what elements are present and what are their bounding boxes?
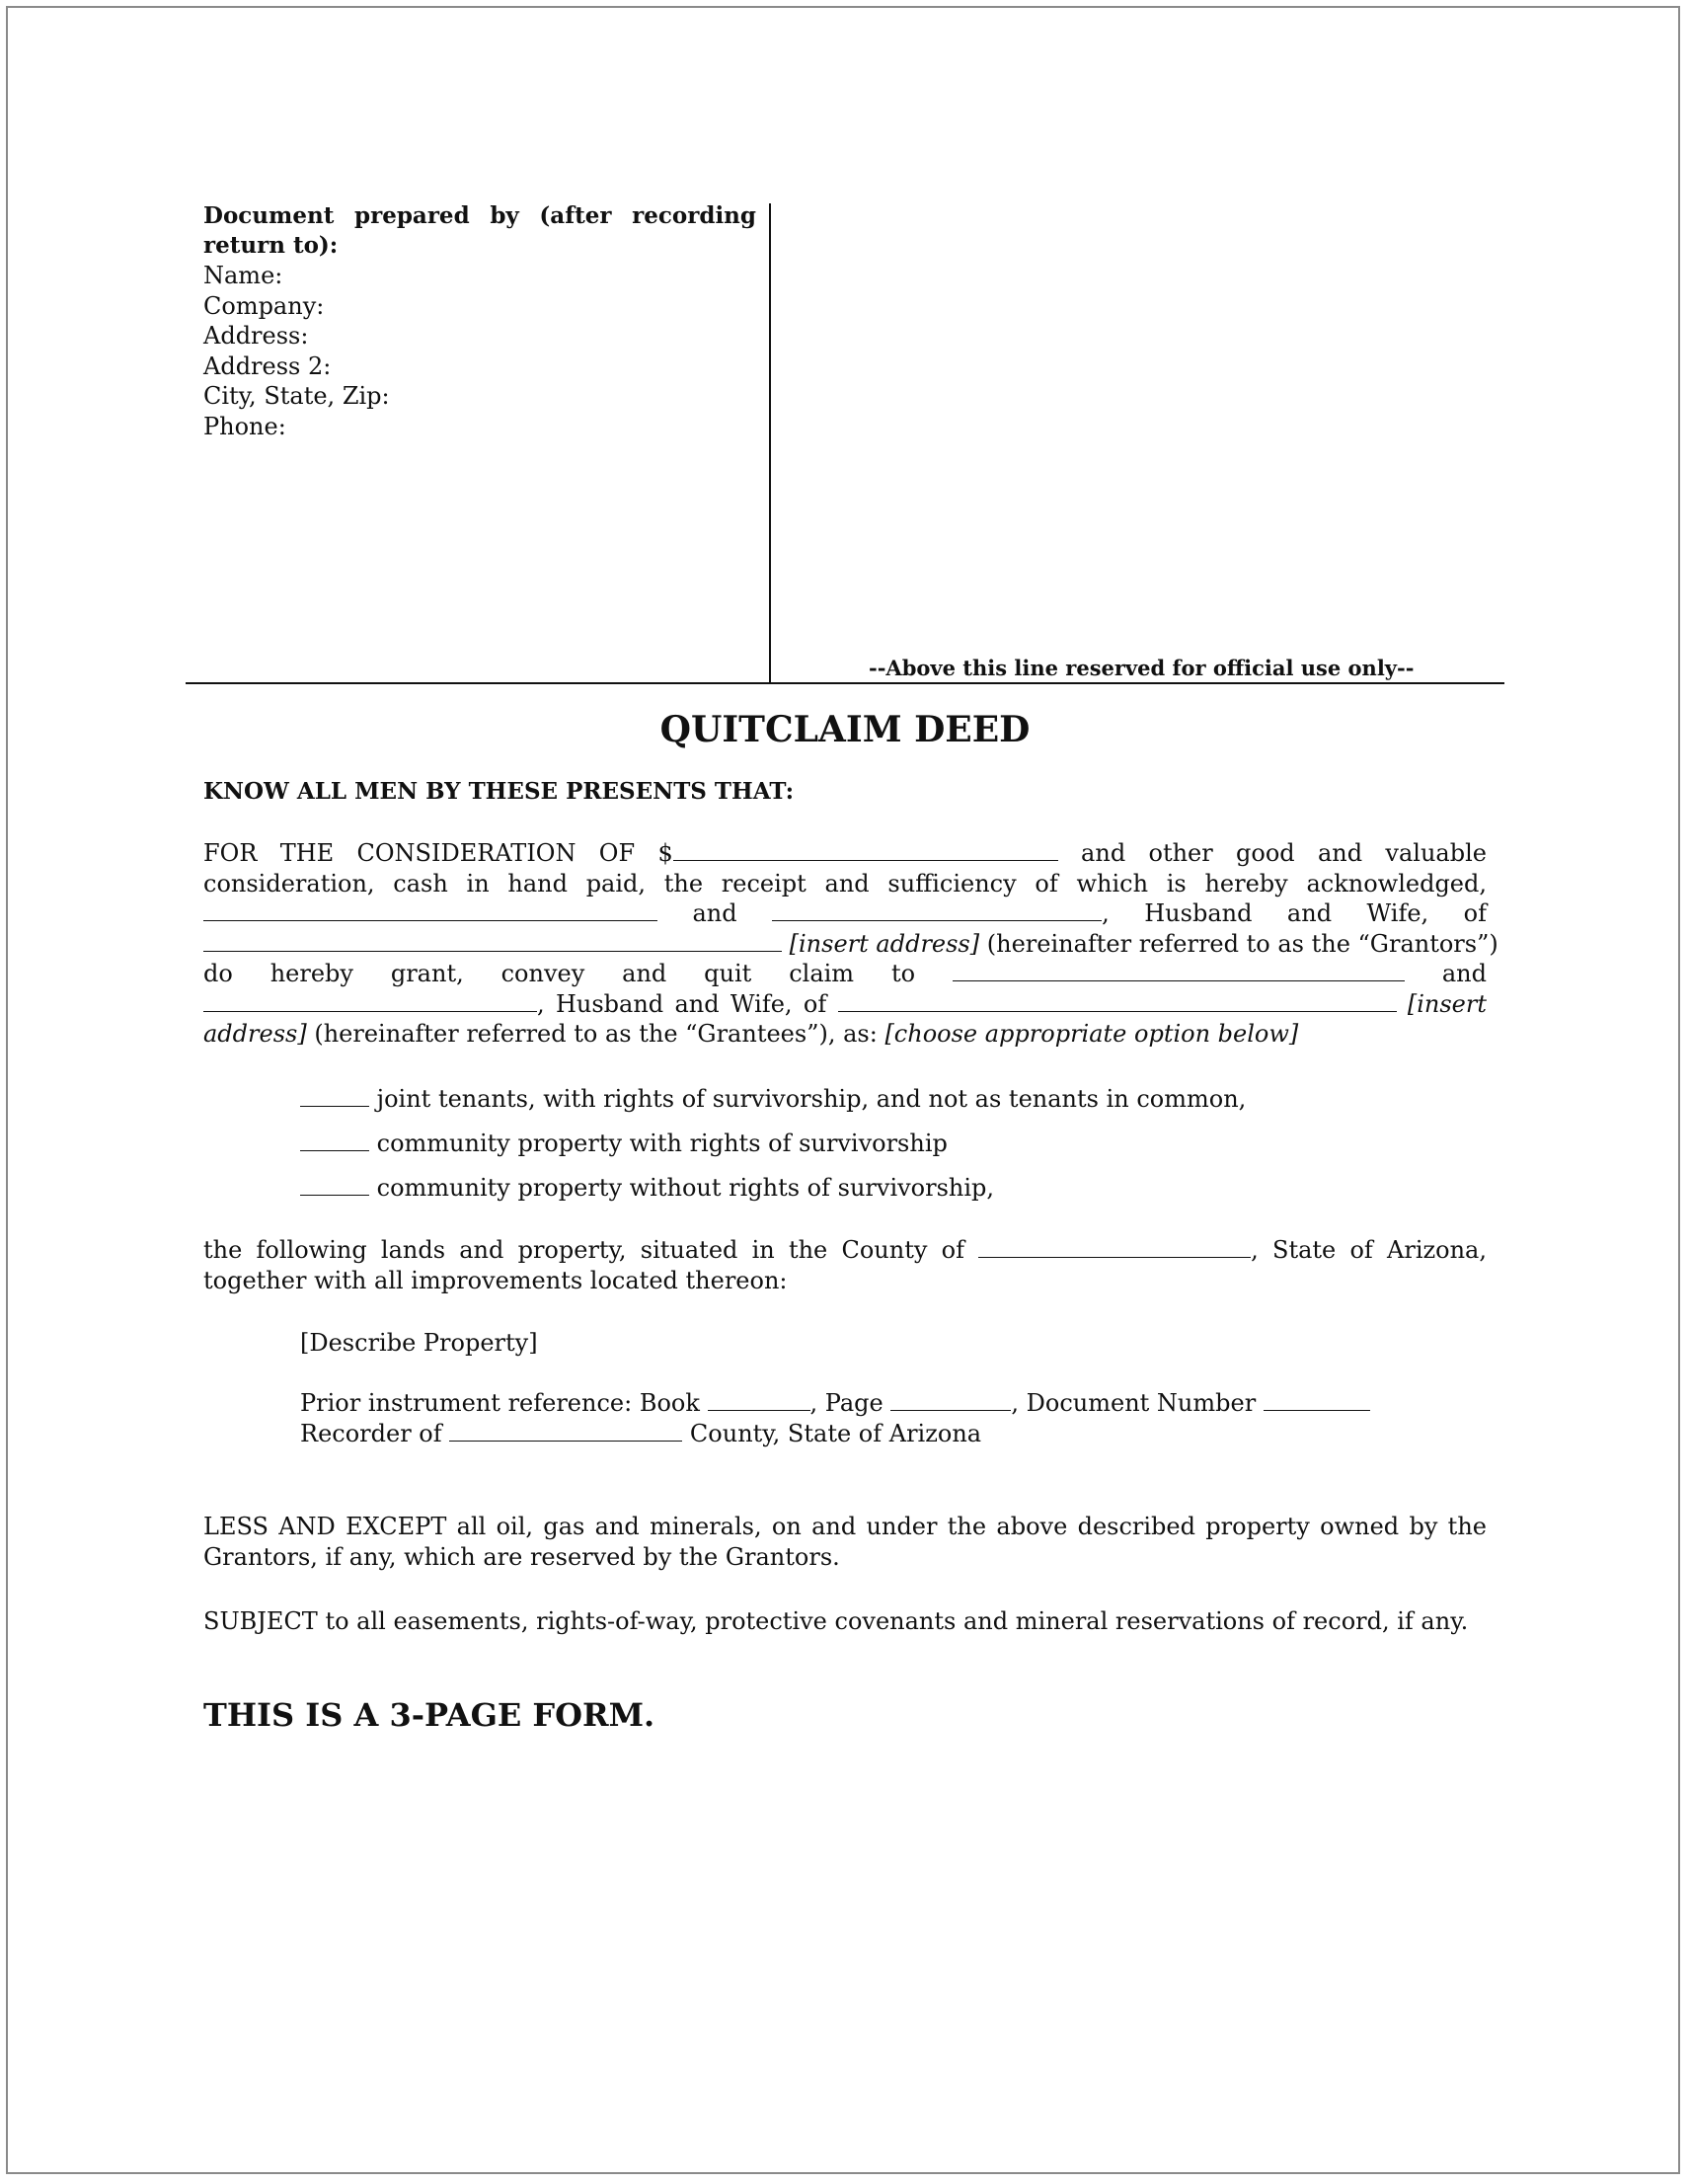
prepared-by-heading-cont: return to): <box>203 232 339 259</box>
city-state-zip-field-label: City, State, Zip: <box>203 382 390 410</box>
consideration-line-5: do hereby grant, convey and quit claim to and <box>203 960 1487 987</box>
subject-line: SUBJECT to all easements, rights-of-way, protective covenants and mineral reservations of record, if any. <box>203 1607 1469 1635</box>
company-field-label: Company: <box>203 291 325 320</box>
document-number-blank[interactable] <box>1264 1388 1370 1411</box>
consideration-line-7: address] (hereinafter referred to as the “Grantees”), as: [choose appropriate option below] <box>203 1020 1299 1048</box>
option-community-with-survivorship: community property with rights of survivorship <box>300 1129 948 1157</box>
option-community-without-survivorship: community property without rights of survivorship, <box>300 1173 994 1202</box>
page-blank[interactable] <box>890 1388 1011 1411</box>
intro-heading: KNOW ALL MEN BY THESE PRESENTS THAT: <box>203 778 795 805</box>
less-except-line-1: LESS AND EXCEPT all oil, gas and minerals, on and under the above described property owned by the <box>203 1513 1487 1540</box>
consideration-line-6: , Husband and Wife, of [insert <box>203 989 1487 1020</box>
vertical-divider <box>769 203 771 683</box>
grantor-1-blank[interactable] <box>203 898 657 921</box>
less-except-line-2: Grantors, if any, which are reserved by the Grantors. <box>203 1542 840 1571</box>
name-field-label: Name: <box>203 262 283 289</box>
grantee-2-blank[interactable] <box>203 989 537 1012</box>
consideration-line-1: FOR THE CONSIDERATION OF $ and other good and valuable <box>203 839 1487 867</box>
county-blank[interactable] <box>978 1235 1251 1258</box>
prior-instrument-line-1: Prior instrument reference: Book , Page , Document Number <box>300 1388 1370 1417</box>
grantee-address-blank[interactable] <box>838 989 1397 1012</box>
recorder-county-blank[interactable] <box>449 1419 682 1442</box>
address2-field-label: Address 2: <box>203 351 332 380</box>
consideration-line-4: [insert address] (hereinafter referred to as the “Grantors”) <box>203 929 1487 960</box>
option-joint-tenants-blank[interactable] <box>300 1084 369 1107</box>
document-title: QUITCLAIM DEED <box>659 709 1031 750</box>
prepared-by-heading: Document prepared by (after recording <box>203 202 756 229</box>
recording-area-divider <box>186 682 1504 684</box>
less-except-paragraph <box>203 1512 1487 1572</box>
subject-paragraph <box>203 1606 1487 1637</box>
prepared-by-block <box>203 201 756 441</box>
grantor-2-blank[interactable] <box>772 898 1102 921</box>
book-blank[interactable] <box>708 1388 810 1411</box>
lands-line-2: together with all improvements located thereon: <box>203 1266 788 1294</box>
consideration-paragraph <box>203 838 1498 1050</box>
option-community-without-blank[interactable] <box>300 1173 369 1196</box>
prior-instrument-line-2: Recorder of County, State of Arizona <box>300 1420 982 1447</box>
lands-paragraph <box>203 1235 1487 1295</box>
phone-field-label: Phone: <box>203 412 286 440</box>
consideration-line-3: and , Husband and Wife, of <box>203 898 1487 929</box>
address-field-label: Address: <box>203 322 309 350</box>
lands-line-1: the following lands and property, situated in the County of , State of Arizona, <box>203 1236 1487 1264</box>
option-community-with-blank[interactable] <box>300 1129 369 1151</box>
consideration-line-2: consideration, cash in hand paid, the receipt and sufficiency of which is hereby acknowledged, <box>203 869 1487 897</box>
consideration-amount-blank[interactable] <box>673 838 1058 861</box>
grantor-address-blank[interactable] <box>203 929 782 952</box>
page-count-note: THIS IS A 3-PAGE FORM. <box>203 1696 655 1734</box>
describe-property-placeholder: [Describe Property] <box>300 1329 538 1357</box>
option-joint-tenants: joint tenants, with rights of survivorship, and not as tenants in common, <box>300 1084 1246 1113</box>
grantee-1-blank[interactable] <box>953 959 1405 981</box>
official-use-note: --Above this line reserved for official use only-- <box>869 656 1415 680</box>
